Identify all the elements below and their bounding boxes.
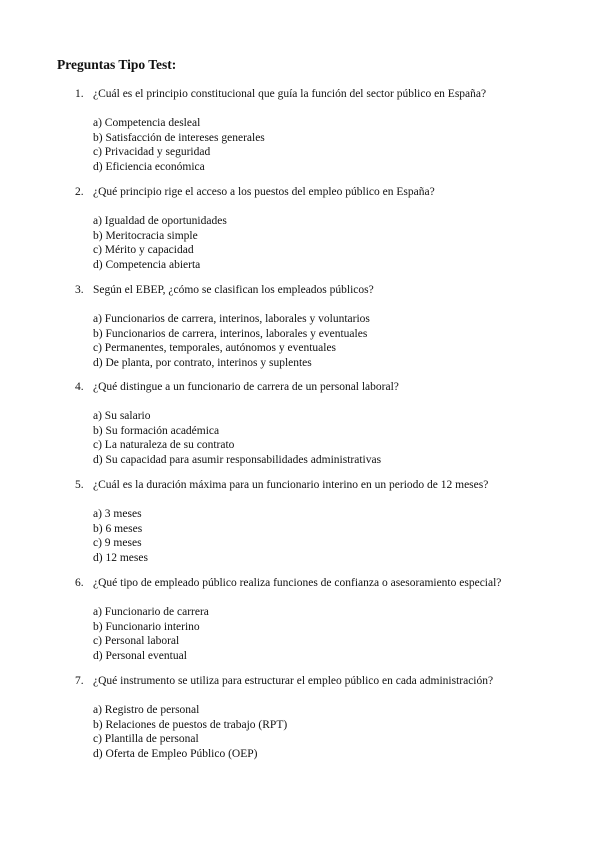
option-d: d) Oferta de Empleo Público (OEP) [93,747,258,760]
question-block-7 [75,674,585,761]
question-line [75,576,585,591]
option-d: d) 12 meses [93,551,148,564]
question-text: ¿Cuál es el principio constitucional que guía la función del sector público en España? [93,88,487,100]
option-a: a) Funcionarios de carrera, interinos, laborales y voluntarios [93,313,370,325]
option-c: c) La naturaleza de su contrato [93,439,235,451]
question-text: ¿Qué distingue a un funcionario de carrera de un personal laboral? [93,381,399,393]
option-c: c) Privacidad y seguridad [93,146,211,158]
option-c: c) Permanentes, temporales, autónomos y eventuales [93,342,337,354]
question-number: 4. [75,381,84,393]
question-text: Según el EBEP, ¿cómo se clasifican los empleados públicos? [93,284,374,296]
question-number: 3. [75,284,84,296]
option-b: b) Relaciones de puestos de trabajo (RPT) [93,718,288,731]
options-list [75,214,585,272]
options-list [75,312,585,370]
options-list [75,703,585,761]
option-d: d) Su capacidad para asumir responsabilidades administrativas [93,453,382,466]
options-list [75,507,585,565]
question-block-3 [75,283,585,370]
options-list [75,409,585,467]
option-b: b) Funcionario interino [93,620,200,633]
question-block-1 [75,87,585,174]
option-c: c) Plantilla de personal [93,733,199,745]
question-text: ¿Qué tipo de empleado público realiza funciones de confianza o asesoramiento especial? [93,577,502,589]
option-c: c) Personal laboral [93,635,180,647]
option-a: a) Registro de personal [93,704,200,716]
question-number: 7. [75,675,84,687]
option-a: a) Su salario [93,410,151,422]
option-b: b) Su formación académica [93,424,220,437]
question-line [75,674,585,689]
question-block-4 [75,380,585,467]
option-b: b) Meritocracia simple [93,229,198,242]
option-d: d) Competencia abierta [93,258,201,271]
question-number: 1. [75,88,84,100]
question-text: ¿Qué instrumento se utiliza para estructurar el empleo público en cada administración? [93,675,494,687]
question-number: 5. [75,479,84,491]
option-a: a) Igualdad de oportunidades [93,215,227,227]
question-line [75,87,585,102]
options-list [75,605,585,663]
question-text: ¿Cuál es la duración máxima para un funcionario interino en un periodo de 12 meses? [93,479,489,491]
options-list [75,116,585,174]
option-a: a) Competencia desleal [93,117,201,129]
option-c: c) Mérito y capacidad [93,244,194,256]
question-text: ¿Qué principio rige el acceso a los puestos del empleo público en España? [93,186,435,198]
question-number: 6. [75,577,84,589]
option-c: c) 9 meses [93,537,142,549]
option-b: b) Satisfacción de intereses generales [93,131,265,144]
question-number: 2. [75,186,84,198]
question-line [75,185,585,200]
page-title: Preguntas Tipo Test: [57,57,177,72]
option-a: a) 3 meses [93,508,142,520]
option-d: d) De planta, por contrato, interinos y suplentes [93,356,312,369]
question-block-6 [75,576,585,663]
option-b: b) Funcionarios de carrera, interinos, laborales y eventuales [93,327,368,340]
question-line [75,478,585,493]
question-line [75,283,585,298]
option-a: a) Funcionario de carrera [93,606,209,618]
question-block-5 [75,478,585,565]
option-b: b) 6 meses [93,522,143,535]
question-line [75,380,585,395]
option-d: d) Personal eventual [93,649,187,662]
question-block-2 [75,185,585,272]
option-d: d) Eficiencia económica [93,160,205,173]
